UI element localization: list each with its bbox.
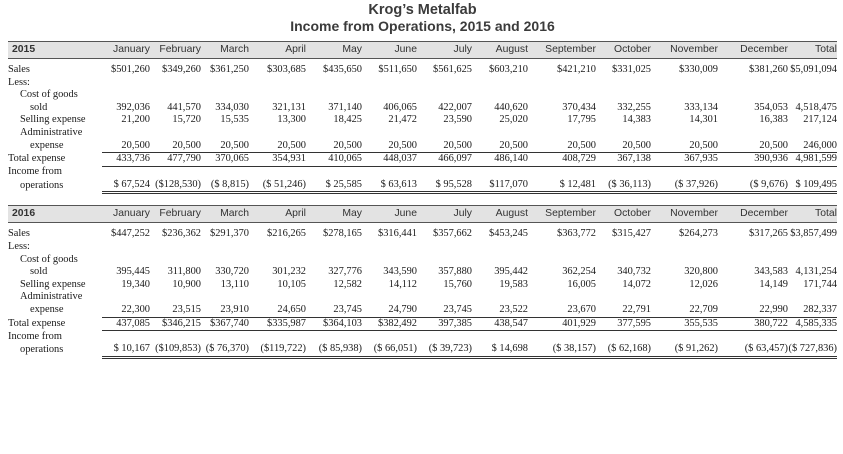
value-cell: $361,250 xyxy=(210,64,249,75)
value-cell: 321,131 xyxy=(272,101,306,113)
value-cell: 406,065 xyxy=(383,101,417,113)
value-cell: 17,795 xyxy=(567,114,596,126)
selling-expense-row xyxy=(8,279,837,292)
value-cell: 20,500 xyxy=(417,140,472,153)
value-cell: 410,065 xyxy=(306,153,362,167)
row-label: Sales xyxy=(8,64,30,75)
value-cell: 4,981,599 xyxy=(788,153,837,167)
column-header: March xyxy=(201,206,249,223)
tables-container xyxy=(8,41,837,359)
empty-cell xyxy=(102,241,837,254)
value-cell: $501,260 xyxy=(111,64,150,75)
row-label: expense xyxy=(30,304,64,316)
value-cell: 14,112 xyxy=(388,278,417,290)
value-cell: ($ 63,457) xyxy=(718,343,788,357)
column-header: February xyxy=(150,42,201,59)
value-cell: 19,340 xyxy=(121,278,150,290)
value-cell: 25,020 xyxy=(499,114,528,126)
value-cell: 330,720 xyxy=(215,266,249,278)
column-header: Total xyxy=(788,42,837,59)
value-cell: 4,585,335 xyxy=(788,317,837,331)
value-cell: 14,072 xyxy=(622,278,651,290)
value-cell: 354,931 xyxy=(249,153,306,167)
value-cell: 401,929 xyxy=(528,317,596,331)
income-label-row xyxy=(8,331,837,344)
column-header: December xyxy=(718,206,788,223)
value-cell: $346,215 xyxy=(150,317,201,331)
value-cell: 343,583 xyxy=(754,266,788,278)
column-header: April xyxy=(249,42,306,59)
value-cell: 477,790 xyxy=(150,153,201,167)
value-cell: 422,007 xyxy=(438,101,472,113)
value-cell: 23,590 xyxy=(443,114,472,126)
value-cell: $367,740 xyxy=(201,317,249,331)
value-cell: $331,025 xyxy=(612,64,651,75)
value-cell: 333,134 xyxy=(684,101,718,113)
income-label-row xyxy=(8,166,837,179)
value-cell: 20,500 xyxy=(306,140,362,153)
less-row xyxy=(8,241,837,254)
value-cell: 23,745 xyxy=(417,304,472,317)
value-cell: 24,650 xyxy=(249,304,306,317)
empty-cell xyxy=(102,89,837,102)
value-cell: ($ 9,676) xyxy=(718,179,788,193)
column-header: Total xyxy=(788,206,837,223)
value-cell: $3,857,499 xyxy=(790,228,837,240)
value-cell: 355,535 xyxy=(651,317,718,331)
value-cell: 311,800 xyxy=(167,266,201,278)
value-cell: 395,442 xyxy=(494,266,528,278)
value-cell: 367,138 xyxy=(596,153,651,167)
row-label: Administrative xyxy=(20,291,83,303)
row-label: Cost of goods xyxy=(20,89,78,101)
year-label: 2015 xyxy=(8,42,102,59)
value-cell: 15,760 xyxy=(443,278,472,290)
income-row xyxy=(8,179,837,193)
value-cell: $278,165 xyxy=(323,228,362,240)
value-cell: 21,200 xyxy=(121,114,150,126)
value-cell: 395,445 xyxy=(116,266,150,278)
company-title: Krog’s Metalfab xyxy=(368,2,477,18)
statement xyxy=(8,0,837,359)
value-cell: 12,582 xyxy=(333,278,362,290)
value-cell: 16,383 xyxy=(759,114,788,126)
value-cell: $511,650 xyxy=(378,64,417,75)
value-cell: 370,065 xyxy=(201,153,249,167)
empty-cell xyxy=(102,166,837,179)
value-cell: ($ 91,262) xyxy=(651,343,718,357)
value-cell: $603,210 xyxy=(489,64,528,75)
income-table-2015 xyxy=(8,41,837,194)
row-label: Administrative xyxy=(20,126,83,138)
value-cell: 24,790 xyxy=(362,304,417,317)
value-cell: $381,260 xyxy=(749,64,788,75)
value-cell: $303,685 xyxy=(267,64,306,75)
value-cell: 15,720 xyxy=(172,114,201,126)
value-cell: $335,987 xyxy=(249,317,306,331)
value-cell: ($ 8,815) xyxy=(201,179,249,193)
value-cell: ($ 76,370) xyxy=(201,343,249,357)
column-header: July xyxy=(417,42,472,59)
value-cell: ($ 51,246) xyxy=(249,179,306,193)
cogs-row xyxy=(8,102,837,115)
value-cell: $ 63,613 xyxy=(362,179,417,193)
header-row xyxy=(8,206,837,223)
value-cell: 12,026 xyxy=(689,278,718,290)
value-cell: $ 14,698 xyxy=(472,343,528,357)
value-cell: 334,030 xyxy=(215,101,249,113)
value-cell: 397,385 xyxy=(417,317,472,331)
value-cell: 22,990 xyxy=(718,304,788,317)
value-cell: 320,800 xyxy=(684,266,718,278)
value-cell: $117,070 xyxy=(472,179,528,193)
value-cell: ($119,722) xyxy=(249,343,306,357)
row-label: Income from xyxy=(8,166,62,178)
value-cell: $421,210 xyxy=(557,64,596,75)
row-label: Total expense xyxy=(8,153,66,165)
value-cell: 246,000 xyxy=(788,140,837,153)
value-cell: $330,009 xyxy=(679,64,718,75)
row-label: expense xyxy=(30,139,64,151)
value-cell: 20,500 xyxy=(596,140,651,153)
section-spacer xyxy=(8,194,837,205)
value-cell: 408,729 xyxy=(528,153,596,167)
value-cell: 16,005 xyxy=(567,278,596,290)
admin-expense-row xyxy=(8,304,837,317)
value-cell: 327,776 xyxy=(328,266,362,278)
sales-row xyxy=(8,64,837,77)
value-cell: ($109,853) xyxy=(150,343,201,357)
value-cell: $357,662 xyxy=(433,228,472,240)
value-cell: ($ 39,723) xyxy=(417,343,472,357)
empty-cell xyxy=(102,77,837,90)
value-cell: 486,140 xyxy=(472,153,528,167)
value-cell: 354,053 xyxy=(754,101,788,113)
column-header: January xyxy=(102,42,150,59)
less-row xyxy=(8,77,837,90)
value-cell: 20,500 xyxy=(102,140,150,153)
value-cell: ($ 36,113) xyxy=(596,179,651,193)
value-cell: 433,736 xyxy=(102,153,150,167)
value-cell: 390,936 xyxy=(718,153,788,167)
spacer xyxy=(8,34,837,41)
row-label: Selling expense xyxy=(20,114,86,126)
value-cell: 171,744 xyxy=(803,278,837,290)
value-cell: $ 67,524 xyxy=(102,179,150,193)
value-cell: $216,265 xyxy=(267,228,306,240)
value-cell: 367,935 xyxy=(651,153,718,167)
value-cell: $363,772 xyxy=(557,228,596,240)
value-cell: 23,670 xyxy=(528,304,596,317)
column-header: August xyxy=(472,42,528,59)
value-cell: 10,900 xyxy=(172,278,201,290)
column-header: June xyxy=(362,206,417,223)
value-cell: $453,245 xyxy=(489,228,528,240)
value-cell: $291,370 xyxy=(210,228,249,240)
row-label: Selling expense xyxy=(20,278,86,290)
row-label: operations xyxy=(20,344,64,356)
value-cell: $ 25,585 xyxy=(306,179,362,193)
value-cell: 20,500 xyxy=(718,140,788,153)
value-cell: 440,620 xyxy=(494,101,528,113)
column-header: September xyxy=(528,206,596,223)
value-cell: 362,254 xyxy=(562,266,596,278)
value-cell: 22,791 xyxy=(596,304,651,317)
value-cell: $382,492 xyxy=(362,317,417,331)
value-cell: ($ 38,157) xyxy=(528,343,596,357)
admin-expense-row xyxy=(8,140,837,153)
value-cell: 20,500 xyxy=(528,140,596,153)
value-cell: 23,910 xyxy=(201,304,249,317)
year-label: 2016 xyxy=(8,206,102,223)
value-cell: 370,434 xyxy=(562,101,596,113)
value-cell: 14,301 xyxy=(689,114,718,126)
value-cell: 4,131,254 xyxy=(795,266,837,278)
value-cell: 282,337 xyxy=(788,304,837,317)
value-cell: 23,745 xyxy=(306,304,362,317)
value-cell: 19,583 xyxy=(499,278,528,290)
value-cell: ($128,530) xyxy=(150,179,201,193)
value-cell: 357,880 xyxy=(438,266,472,278)
value-cell: 14,149 xyxy=(759,278,788,290)
value-cell: 20,500 xyxy=(651,140,718,153)
column-header: August xyxy=(472,206,528,223)
value-cell: 21,472 xyxy=(388,114,417,126)
value-cell: $ 12,481 xyxy=(528,179,596,193)
value-cell: 448,037 xyxy=(362,153,417,167)
value-cell: $435,650 xyxy=(323,64,362,75)
value-cell: ($ 37,926) xyxy=(651,179,718,193)
value-cell: $447,252 xyxy=(111,228,150,240)
sales-row xyxy=(8,228,837,241)
value-cell: 438,547 xyxy=(472,317,528,331)
value-cell: $364,103 xyxy=(306,317,362,331)
row-label: sold xyxy=(30,266,48,278)
column-header: December xyxy=(718,42,788,59)
row-label: Total expense xyxy=(8,317,66,329)
value-cell: 332,255 xyxy=(617,101,651,113)
admin-label-row xyxy=(8,291,837,304)
column-header: May xyxy=(306,206,362,223)
cogs-label-row xyxy=(8,89,837,102)
value-cell: $349,260 xyxy=(162,64,201,75)
value-cell: 217,124 xyxy=(803,114,837,126)
value-cell: 4,518,475 xyxy=(795,101,837,113)
value-cell: 377,595 xyxy=(596,317,651,331)
value-cell: 10,105 xyxy=(277,278,306,290)
empty-cell xyxy=(102,291,837,304)
empty-cell xyxy=(102,127,837,140)
column-header: January xyxy=(102,206,150,223)
cogs-label-row xyxy=(8,254,837,267)
column-header: March xyxy=(201,42,249,59)
value-cell: $5,091,094 xyxy=(790,64,837,75)
row-label: Less: xyxy=(8,241,30,253)
column-header: November xyxy=(651,206,718,223)
value-cell: 13,300 xyxy=(277,114,306,126)
value-cell: 437,085 xyxy=(102,317,150,331)
value-cell: 301,232 xyxy=(272,266,306,278)
column-header: October xyxy=(596,206,651,223)
header-row xyxy=(8,42,837,59)
column-header: September xyxy=(528,42,596,59)
row-label: Sales xyxy=(8,228,30,240)
value-cell: 20,500 xyxy=(362,140,417,153)
value-cell: $ 10,167 xyxy=(102,343,150,357)
value-cell: $264,273 xyxy=(679,228,718,240)
value-cell: 466,097 xyxy=(417,153,472,167)
income-table-2016 xyxy=(8,205,837,358)
admin-label-row xyxy=(8,127,837,140)
value-cell: 23,515 xyxy=(150,304,201,317)
value-cell: ($ 727,836) xyxy=(788,343,837,357)
value-cell: 343,590 xyxy=(383,266,417,278)
value-cell: 20,500 xyxy=(249,140,306,153)
empty-cell xyxy=(102,254,837,267)
value-cell: 18,425 xyxy=(333,114,362,126)
value-cell: $317,265 xyxy=(749,228,788,240)
value-cell: $236,362 xyxy=(162,228,201,240)
column-header: April xyxy=(249,206,306,223)
value-cell: 20,500 xyxy=(472,140,528,153)
column-header: November xyxy=(651,42,718,59)
value-cell: $ 95,528 xyxy=(417,179,472,193)
value-cell: 20,500 xyxy=(201,140,249,153)
value-cell: 15,535 xyxy=(220,114,249,126)
row-label: operations xyxy=(20,179,64,191)
value-cell: $561,625 xyxy=(433,64,472,75)
value-cell: ($ 66,051) xyxy=(362,343,417,357)
value-cell: ($ 85,938) xyxy=(306,343,362,357)
row-label: Less: xyxy=(8,76,30,88)
empty-cell xyxy=(102,331,837,344)
column-header: May xyxy=(306,42,362,59)
value-cell: 13,110 xyxy=(220,278,249,290)
total-expense-row xyxy=(8,153,837,167)
value-cell: 392,036 xyxy=(116,101,150,113)
value-cell: $315,427 xyxy=(612,228,651,240)
row-label: Cost of goods xyxy=(20,253,78,265)
column-header: June xyxy=(362,42,417,59)
row-label: sold xyxy=(30,101,48,113)
selling-expense-row xyxy=(8,114,837,127)
value-cell: $ 109,495 xyxy=(788,179,837,193)
value-cell: 20,500 xyxy=(150,140,201,153)
income-row xyxy=(8,343,837,357)
row-label: Income from xyxy=(8,330,62,342)
value-cell: 22,300 xyxy=(102,304,150,317)
value-cell: 14,383 xyxy=(622,114,651,126)
value-cell: 380,722 xyxy=(718,317,788,331)
value-cell: 371,140 xyxy=(328,101,362,113)
statement-subtitle: Income from Operations, 2015 and 2016 xyxy=(290,18,555,34)
value-cell: $316,441 xyxy=(378,228,417,240)
value-cell: 441,570 xyxy=(167,101,201,113)
value-cell: 22,709 xyxy=(651,304,718,317)
column-header: July xyxy=(417,206,472,223)
total-expense-row xyxy=(8,317,837,331)
cogs-row xyxy=(8,266,837,279)
value-cell: 340,732 xyxy=(617,266,651,278)
value-cell: 23,522 xyxy=(472,304,528,317)
column-header: February xyxy=(150,206,201,223)
column-header: October xyxy=(596,42,651,59)
value-cell: ($ 62,168) xyxy=(596,343,651,357)
